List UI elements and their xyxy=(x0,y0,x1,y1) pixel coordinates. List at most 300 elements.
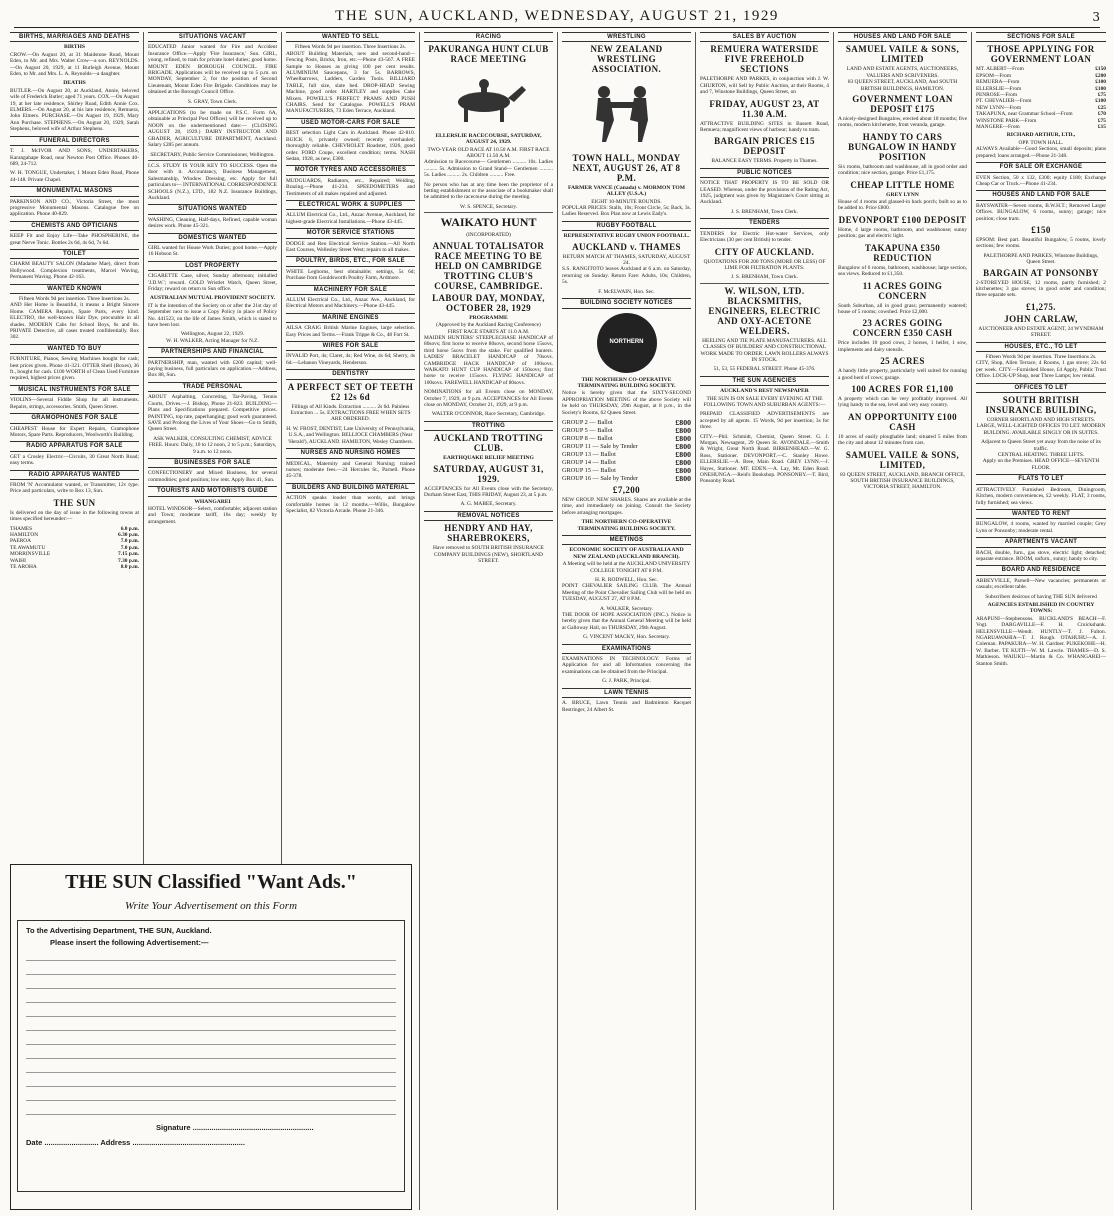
appropriation-notice: Notice is hereby given that the SIXTY-SECOND APPROPRIATION MEETING of the above Society will be held on THURSDAY, 29th August, at 8 p.m., in the Society's Rooms, 62 Queen Street. xyxy=(562,390,691,416)
form-address-line: To the Advertising Department, THE SUN, Auckland. xyxy=(26,926,212,935)
builders-ad: ACTION speaks louder than words, and brings comfortable homes in 12 months.—Willis, Bungalow Specialist, 82 Victoria Arcade. Phone 21-346. xyxy=(286,495,415,514)
list-item xyxy=(562,451,691,459)
item-label: REMUERA—From xyxy=(976,79,1020,86)
programme-heading: PROGRAMME xyxy=(469,314,508,321)
ponsonby-price: £1,275. xyxy=(1026,301,1056,312)
waikato-incorporated: (INCORPORATED) xyxy=(466,232,511,239)
listing-text: Price includes 10 good cows, 2 horses, 1 heifer, 1 sow, implements and dairy utensils. xyxy=(838,340,967,353)
form-write-line[interactable] xyxy=(26,1045,396,1059)
new-group-notice: NEW GROUP. NEW SHARES. Shares are available at the time, and immediately on joining. Consult the Society before arranging mortgages. xyxy=(562,496,691,516)
lost-property-ads: CIGARETTE Case, silver, Sunday afternoon; initialled 'J.D.W.'; reward. GOLD Wristlet Watch, Queen Street, Friday; reward on return to Sun office. xyxy=(148,273,277,292)
item-value: 6.30 p.m. xyxy=(118,531,139,538)
classified-order-form xyxy=(10,864,412,1210)
northern-society-emblem xyxy=(597,313,657,373)
item-label: GROUP 2 — Ballot xyxy=(562,418,613,426)
signature: A. G. MABEE, Secretary. xyxy=(460,501,517,508)
hotel-ad: HOTEL WINDSOR—Select, comfortable; adjacent station and Town; moderate tariff, 16s day; weekly by arrangement. xyxy=(148,505,277,525)
form-write-line[interactable] xyxy=(26,1101,396,1115)
section-heading: USED MOTOR-CARS FOR SALE xyxy=(286,118,415,128)
item-value: £800 xyxy=(675,417,691,427)
section-heading: WANTED TO BUY xyxy=(10,344,139,354)
sailing-club-notice: POINT CHEVALIER SAILING CLUB. The Annual Meeting of the Point Chevalier Sailing Club will be held on TUESDAY, AUGUST 27, AT 8 P.M. xyxy=(562,583,691,603)
form-write-line[interactable] xyxy=(26,1017,396,1031)
form-signature-field[interactable]: Signature .......................................................... xyxy=(156,1123,314,1132)
item-value: £15 xyxy=(1097,124,1106,131)
section-heading: POULTRY, BIRDS, ETC., FOR SALE xyxy=(286,256,415,266)
item-label: EPSOM—From xyxy=(976,72,1012,79)
amp-heading: AUSTRALIAN MUTUAL PROVIDENT SOCIETY. xyxy=(149,295,276,302)
section-heading: PARTNERSHIPS AND FINANCIAL xyxy=(148,347,277,357)
funeral-ad: T. J. McIVOR AND SONS, UNDERTAKERS, Karangahape Road, near Newton Post Office. Phones 40-689, 24-712. xyxy=(10,148,139,167)
section-heading: MARINE ENGINES xyxy=(286,313,415,323)
wilson-address: 51, 53, 55 FEDERAL STREET. Phone 45-376. xyxy=(713,366,816,373)
vaile-address: 83 QUEEN STREET, AUCKLAND, BRANCH OFFICE, SOUTH BRITISH INSURANCE BUILDINGS, VICTORIA STREET, HAMILTON. xyxy=(840,471,965,491)
form-instruction: Please insert the following Advertisement:— xyxy=(50,938,209,947)
item-value: £800 xyxy=(675,433,691,443)
examinations-notice: EXAMINATIONS IN TECHNOLOGY. Forms of Application for and all Information concerning the examinations can be obtained from the Principal. xyxy=(562,656,691,675)
listing-location: GREY LYNN xyxy=(886,191,919,198)
total-amount: £7,200 xyxy=(612,484,641,495)
section-heading: OFFICES TO LET xyxy=(976,383,1106,393)
item-label: GROUP 13 — Ballot xyxy=(562,450,616,458)
approved-note: (Approved by the Auckland Racing Conference) xyxy=(436,322,541,329)
section-heading: THE SUN AGENCIES xyxy=(700,376,829,386)
section-prices-list xyxy=(976,66,1106,130)
always-available-ad: ALWAYS Available—Good Sections, small deposits; plans prepared; loans arranged.—Phone 21-348. xyxy=(976,146,1106,159)
sbi-heading: SOUTH BRITISH INSURANCE BUILDING, xyxy=(985,395,1097,416)
form-write-line[interactable] xyxy=(26,961,396,975)
section-heading: WANTED KNOWN xyxy=(10,284,139,294)
sub-heading: WHANGAREI xyxy=(194,498,231,505)
monumental-ad: PARKINSON AND CO., Victoria Street, the most progressive Monumental Masons. Catalogue free on application. Phone 40-829. xyxy=(10,198,139,218)
address-label: Address xyxy=(100,1138,131,1147)
column-7 xyxy=(834,32,972,1210)
section-heading: TROTTING xyxy=(424,421,553,431)
sub-heading: DEATHS xyxy=(63,80,86,87)
signature: J. S. BRENHAM, Town Clerk. xyxy=(731,208,798,215)
section-heading: FUNERAL DIRECTORS xyxy=(10,136,139,146)
item-value: £800 xyxy=(675,473,691,483)
list-item xyxy=(10,564,139,570)
section-heading: RACING xyxy=(424,32,553,42)
signature: G. VINCENT MACKY, Hon. Secretary. xyxy=(583,634,670,641)
partnerships-ad: PARTNERSHIP, man, wanted with £200 capital; well-paying business, full particulars on application.—Address, Box 88, Sun. xyxy=(148,359,277,379)
date-label: Date xyxy=(26,1138,43,1147)
column-8 xyxy=(972,32,1110,1210)
listing-heading: GOVERNMENT LOAN DEPOSIT £175 xyxy=(852,94,953,115)
section-heading: HOUSES AND LAND FOR SALE xyxy=(976,190,1106,200)
auction-intro: PALETHORPE AND PARKES, in conjunction with J. W. CHURTON, will Sell by Public Auction, at their Rooms, 4 and 7, Winstone Buildings, Queen Street, on xyxy=(700,76,829,96)
country-agencies-heading: AGENCIES ESTABLISHED IN COUNTRY TOWNS: xyxy=(987,601,1095,615)
section-heading: BUILDING SOCIETY NOTICES xyxy=(562,298,691,308)
apartments-ads: BACH, double, furn., gas stove, electric light; detached; separate entrance. ROOM, unfurn., sunny; handy to city. xyxy=(976,549,1106,562)
trotting-club-heading: AUCKLAND TROTTING CLUB. xyxy=(433,433,544,454)
wrestling-bout: FARMER VANCE (Canada) v. MORMON TOM ALLEY (U.S.A.) xyxy=(568,184,685,198)
item-label: TAKAPUNA, near Grammar School—From xyxy=(976,111,1073,118)
wrestling-prices: POPULAR PRICES: Stalls, 10s; Front Circle, 5s; Back, 3s. Ladies Reserved. Box Plan now at Lewis Eady's. xyxy=(562,205,691,218)
item-value: 7.30 p.m. xyxy=(118,557,139,564)
form-write-line[interactable] xyxy=(26,1073,396,1087)
marine-ad: AILSA CRAIG British Marine Engines, large selection. Easy Prices and Terms.—Frank Trippe & Co., 48 Fort St. xyxy=(286,325,415,338)
section-heading: LOST PROPERTY xyxy=(148,261,277,271)
admission-notice: No person who has at any time been the proprietor of a betting establishment or the associate of a bookmaker shall be admitted to the racecourse during the meeting. xyxy=(424,181,553,201)
ask-walker-ad: ASK WALKER, CONSULTING CHEMIST, ADVICE FREE. Hours: Daily, 10 to 12 noon, 2 to 5 p.m.; Saturdays, 9 a.m. to 12 noon. xyxy=(148,435,277,455)
board-ad: ABBEYVILLE, Parnell—New vacancies; permanents or casuals; excellent table. xyxy=(976,577,1106,591)
masthead xyxy=(14,6,1100,28)
wines-ad: INVALID Port, 4s; Claret, 4s; Red Wine, 4s 6d; Sherry, 4s 6d.—Lebanon Vineyards, Henderson. xyxy=(286,353,415,366)
masthead-title: THE SUN, AUCKLAND, WEDNESDAY, AUGUST 21, 1929 xyxy=(335,8,779,24)
item-label: WINSTONE PARK—From xyxy=(976,117,1037,124)
item-label: NEW LYNN—From xyxy=(976,104,1022,111)
item-value: £800 xyxy=(675,425,691,435)
item-label: MT. ALBERT—From xyxy=(976,66,1024,73)
amp-date: Wellington, August 22, 1929. xyxy=(180,331,245,338)
radio-wanted-ad: FROM 'N' Accumulator wanted, or Transmitter, 12v type. Price and particulars, write to Box 13, Sun. xyxy=(10,481,139,495)
item-label: GROUP 11 — Sale by Tender xyxy=(562,442,638,450)
form-date-address-field[interactable]: Date .......................... Address ...................................................... xyxy=(26,1138,245,1147)
sun-on-sale: THE SUN IS ON SALE EVERY EVENING AT THE FOLLOWING TOWN AND SUBURBAN AGENTS:— xyxy=(703,395,826,408)
race-times: TWO-YEAR OLD RACE AT 10.50 A.M. FIRST RACE ABOUT 11.50 A.M. xyxy=(427,146,550,160)
epsom-ad: EPSOM: Best part. Beautiful Bungalow, 5 rooms, lovely sections; few rooms. xyxy=(976,236,1106,250)
wrestlers-illustration xyxy=(562,80,682,144)
race-programme: MAIDEN HUNTERS' STEEPLECHASE HANDICAP of 80sovs; first horse to receive 80sovs, second horse 15sovs, third horse 5sovs from the stake. For qualified hunters. LADIES' BRACELET HANDICAP of 70sovs. CAMBRIDGE HACK HANDICAP of 100sovs. WAIKATO HUNT CUP HANDICAP of 150sovs; first horse to receive 115sovs. FLYING HANDICAP of 100sovs. FAREWELL HANDICAP of 80sovs. xyxy=(424,334,553,386)
section-heading: WIRES FOR SALE xyxy=(286,341,415,351)
best-newspaper: AUCKLAND'S BEST NEWSPAPER xyxy=(720,388,809,395)
item-value: £800 xyxy=(675,465,691,475)
item-value: 8.0 p.m. xyxy=(120,564,139,570)
list-item xyxy=(562,443,691,451)
item-value: 7.15 p.m. xyxy=(118,551,139,558)
item-value: £100 xyxy=(1095,85,1106,92)
signature: WALTER O'CONNOR, Race Secretary, Cambridge. xyxy=(431,411,546,418)
rugby-date: RETURN MATCH AT THAMES, SATURDAY, AUGUST 24. xyxy=(562,253,691,267)
vaile-address: 83 QUEEN STREET, AUCKLAND, And SOUTH BRITISH BUILDINGS, HAMILTON. xyxy=(847,79,958,92)
tyres-ads: MUDGUARDS, Radiators, etc., Repaired; Welding, Brazing.—Phone 41-234. SPEEDOMETERS and Testimeters of all makes repaired and adjusted. xyxy=(286,177,415,197)
agent-name: PALETHORPE AND PARKES, Winstone Buildings, Queen Street. xyxy=(983,252,1099,266)
amp-notice: IT is the intention of the Society on or after the 21st day of September next to issue a Copy Policy in place of Policy No. 441523, on the life of James Smith, which is stated to have been lost. xyxy=(148,302,277,329)
offices-apply: Apply on the Premises. HEAD OFFICE—SEVENTH FLOOR. xyxy=(982,458,1100,471)
form-write-line[interactable] xyxy=(26,1059,396,1073)
section-heading: TENDERS xyxy=(700,218,829,228)
listing-text: Bungalow of 6 rooms, bathroom, washhouse; large section, sea views. Reduced to £1,350. xyxy=(838,264,967,278)
section-heading: LAWN TENNIS xyxy=(562,688,691,698)
removal-notice: Have removed to SOUTH BRITISH INSURANCE COMPANY BUILDINGS (NEW), SHORTLAND STREET. xyxy=(433,545,544,565)
signature: SECRETARY, Public Service Commissioner, Wellington. xyxy=(150,151,275,158)
listing-heading: 11 ACRES GOING CONCERN xyxy=(862,280,943,301)
list-item xyxy=(562,459,691,467)
nominations-notice: NOMINATIONS for all Events close on MONDAY, October 7, 1929, at 9 p.m. ACCEPTANCES for All Events close on MONDAY, October 21, 1929, at 9 p.m. xyxy=(424,389,553,408)
section-heading: SECTIONS FOR SALE xyxy=(976,32,1106,42)
signature: H. R. RODWELL, Hon. Sec. xyxy=(594,577,659,583)
listing-heading: 25 ACRES xyxy=(880,356,925,367)
door-of-hope-notice: THE DOOR OF HOPE ASSOCIATION (INC.). Notice is hereby given that the Annual General Meeting will be held at Galloway Hall, on THURSDAY, 29th August. xyxy=(562,612,691,631)
house-ads: BAYSWATER—Seven rooms, B.W.H.T.; Removed Larger Offices. BUNGALOW, 6 rooms, sunny; garage; nice position; close tram. xyxy=(976,202,1106,222)
item-label: GROUP 5 — Ballot xyxy=(562,426,613,434)
northern-society-heading: THE NORTHERN CO-OPERATIVE TERMINATING BUILDING SOCIETY. xyxy=(577,519,676,532)
situations-wanted-ad: WASHING, Cleaning, Half-days, Refined, capable woman desires work. Phone 45-321. xyxy=(148,216,277,230)
item-label: GROUP 16 — Sale by Tender xyxy=(562,474,638,482)
list-item xyxy=(562,427,691,435)
waikato-heading: WAIKATO HUNT xyxy=(440,215,537,230)
auction-date: FRIDAY, AUGUST 23, AT 11.30 A.M. xyxy=(709,98,820,119)
item-value: £70 xyxy=(1097,111,1106,118)
rugby-heading: REPRESENTATIVE RUGBY UNION FOOTBALL. xyxy=(563,233,690,240)
steamer-notice: S.S. RANGITOTO leaves Auckland at 6 a.m. on Saturday, returning on Sunday. Return Fare: Adults, 10s; Children, 5s. xyxy=(562,266,691,286)
divider xyxy=(424,212,553,213)
listing-heading: 100 ACRES FOR £1,100 xyxy=(851,383,954,394)
item-label: MANGERE—From xyxy=(976,124,1020,131)
section-heading: SITUATIONS VACANT xyxy=(148,32,277,42)
ponsonby-text: 2-STOREYED HOUSE, 12 rooms, partly furnished; 2 kitchenettes; 3 gas stoves; in good order and condition; three separate sets. xyxy=(976,279,1106,299)
rugby-match: AUCKLAND v. THAMES xyxy=(572,241,681,252)
signature: J. S. BRENHAM, Town Clerk. xyxy=(731,274,798,281)
section-heading: FLATS TO LET xyxy=(976,474,1106,484)
domestics-ad: GIRL wanted for House Work Duties; good home.—Apply 16 Hobson St. xyxy=(148,244,277,258)
ponsonby-heading: BARGAIN AT PONSONBY xyxy=(983,267,1099,278)
musical-ad: VIOLINS—Several Fiddle Shop for all instruments. Repairs, strings, accessories. Smith, Queen Street. xyxy=(10,397,139,410)
public-service-notice: APPLICATIONS (to be made on P.S.C. Form 6A, obtainable at Principal Post Offices) will be received up to NOON on the undermentioned date:— (CLOSING AUGUST 28, 1929.) DAIRY INSTRUCTOR AND GRADER, AGRICULTURE DEPARTMENT, Auckland. Salary £285 per annum. xyxy=(148,110,277,149)
price-heading: £150 xyxy=(1031,224,1051,235)
page-number: 3 xyxy=(1092,9,1100,24)
item-value: £150 xyxy=(1095,66,1106,73)
section-heading: REMOVAL NOTICES xyxy=(424,511,553,521)
listing-heading: 23 ACRES GOING CONCERN £350 CASH xyxy=(852,318,953,339)
divider xyxy=(148,160,277,161)
section-heading: PUBLIC NOTICES xyxy=(700,168,829,178)
section-heading: WANTED TO RENT xyxy=(976,509,1106,519)
signature: A. WALKER, Secretary. xyxy=(600,605,653,612)
ics-ad: I.C.S. STUDY IS YOUR KEY TO SUCCESS. Open the door with it. Accountancy, Business Management, Salesmanship, Window Dressing, etc. Apply for full particulars to— INTERNATIONAL CORRESPONDENCE SCHOOLS (N.Z.), LTD., 182 N.Z. Insurance Buildings, Auckland. xyxy=(148,162,278,201)
lime-quotations: QUOTATIONS FOR 200 TONS (MORE OR LESS) OF LIME FOR FILTRATION PLANTS. xyxy=(703,258,826,271)
section-heading: RADIO APPARATUS WANTED xyxy=(10,470,139,480)
column-4 xyxy=(420,32,558,1210)
item-label: ELLERSLIE—From xyxy=(976,85,1022,92)
signature: G. J. PARK, Principal. xyxy=(602,678,651,685)
listing-text: 10 acres of easily ploughable land; situated 5 miles from the city and about 12 minutes from cars. xyxy=(838,433,967,447)
section-heading: SITUATIONS WANTED xyxy=(148,204,277,214)
sbi-corner: CORNER SHORTLAND AND HIGH STREETS. xyxy=(986,417,1096,424)
item-label: GROUP 15 — Ballot xyxy=(562,466,616,474)
item-value: 7.0 p.m. xyxy=(120,538,139,545)
admission-prices: Admission to Racecourse— Gentlemen .......... 10s. Ladies .......... 5s. Admission to Grand Stand— Gentlemen .......... 5s. Ladies .......... 2s. Children .......... Free. xyxy=(424,159,553,179)
toilet-ad: CHARM BEAUTY SALON (Madame Mae), direct from Hollywood. Complexion treatments, Marcel Waving, Permanent Waving. Phone 42-163. xyxy=(10,261,139,281)
flats-ads: ATTRACTIVELY Furnished Bedroom, Diningroom, Kitchen, modern conveniences, £2 weekly. FLAT, 3 rooms, fully furnished; sea views. xyxy=(976,486,1106,506)
earthquake-meeting: EARTHQUAKE RELIEF MEETING xyxy=(443,455,534,462)
dentistry-prices: Fillings of All Kinds. Extraction .......... 2s 6d. Painless Extraction ... 5s. EXTRACTIONS FREE WHEN SETS ARE ORDERED. xyxy=(290,403,411,423)
signature: S. GRAY, Town Clerk. xyxy=(187,98,238,105)
section-heading: BUILDERS AND BUILDING MATERIAL xyxy=(286,483,415,493)
section-heading: CHEMISTS AND OPTICIANS xyxy=(10,221,139,231)
section-heading: MOTOR TYRES AND ACCESSORIES xyxy=(286,165,415,175)
divider xyxy=(148,107,277,108)
form-write-line[interactable] xyxy=(26,947,396,961)
listing-text: Home, 4 large rooms, bathroom, and washhouse; sunny position; gas and electric light. xyxy=(838,226,967,240)
list-item xyxy=(562,467,691,475)
item-value: £75 xyxy=(1097,117,1106,124)
vaile-heading: SAMUEL VAILE & SONS, LIMITED, xyxy=(845,449,960,470)
form-blank-lines xyxy=(26,947,396,1115)
section-heading: GRAMOPHONES FOR SALE xyxy=(10,413,139,423)
remuera-sections-heading: REMUERA WATERSIDE FIVE FREEHOLD SECTIONS xyxy=(710,44,819,75)
item-label: TE AWAMUTU xyxy=(10,544,46,551)
section-heading: MOTOR SERVICE STATIONS xyxy=(286,228,415,238)
delivery-towns-list xyxy=(10,526,139,571)
trade-personal-ads: ABOUT Asphalting, Concreting, Tar-Paving, Tennis Courts, Drives.—J. Bishop, Phone 21-823. BUILDING—Plans and Specifications prepared. Competitive prices. PAINTING, top rate, paperhanging; good work guaranteed. SAVE and Prolong the Lives of Your Shoes—Go to Smith, Queen Street. xyxy=(148,394,277,433)
machinery-ad: ALLUM Electrical Co., Ltd., Anzac Ave., Auckland, for Electrical Motors and Machinery.—Phone 43-445. xyxy=(286,297,415,310)
list-item xyxy=(562,475,691,483)
signature-label: Signature xyxy=(156,1123,191,1132)
signature: W. S. SPENCE, Secretary. xyxy=(459,203,518,210)
listing-heading: DEVONPORT £100 DEPOSIT xyxy=(838,214,967,225)
form-write-line[interactable] xyxy=(26,1003,396,1017)
section-heading: BOARD AND RESIDENCE xyxy=(976,565,1106,575)
item-label: PAEROA xyxy=(10,538,32,545)
business-ad: CONFECTIONERY and Mixed Business, for several commodities; good position; low rent. Apply Box 41, Sun. xyxy=(148,470,277,483)
group-ballot-list xyxy=(562,419,691,483)
chemists-ad: KEEP Fit and Enjoy Life—Take PHOSPHERINE, the great Nerve Tonic. Bottles 2s 6d, 4s 6d, 7s 6d. xyxy=(10,233,139,246)
vaile-description: LAND AND ESTATE AGENTS, AUCTIONEERS, VALUERS AND SCRIVENERS. xyxy=(846,66,959,79)
emblem-label: NORTHERN xyxy=(609,339,644,346)
service-station-ad: DODGE and Reo Electrical Service Station.—All North East Courses, Wellesley Street West; repairs to all makes. xyxy=(286,240,415,253)
pakuranga-heading: PAKURANGA HUNT CLUB RACE MEETING xyxy=(428,44,549,65)
hendry-hay-heading: HENDRY AND HAY, SHAREBROKERS, xyxy=(444,523,533,544)
city-auckland-heading: CITY OF AUCKLAND. xyxy=(714,246,815,257)
divider xyxy=(700,283,829,284)
item-value: £800 xyxy=(675,457,691,467)
form-write-line[interactable] xyxy=(26,1031,396,1045)
listing-text: Six rooms, bathroom and washhouse, all in good order and condition; nice section, garage. Price £1,175. xyxy=(838,163,967,177)
section-heading: DENTISTRY xyxy=(286,369,415,379)
section-heading: RUGBY FOOTBALL xyxy=(562,221,691,231)
form-write-line[interactable] xyxy=(26,989,396,1003)
item-value: 6.0 p.m. xyxy=(120,525,139,532)
form-write-line[interactable] xyxy=(26,1087,396,1101)
richard-arthur-address: OPP. TOWN HALL. xyxy=(1018,139,1064,146)
item-value: £100 xyxy=(1095,98,1106,105)
nursing-ad: MEDICAL, Maternity and General Nursing; trained nurses; moderate fees.—24 Hercules St., Parnell. Phone 45-378. xyxy=(286,460,415,480)
property-notice: NOTICE THAT PROPERTY IS TO BE SOLD OR LEASED. Whereas, under the provisions of the Rating Act, 1925, judgment was given by Magistrate's Court sitting at Auckland. xyxy=(700,180,829,206)
radio-parts-ad: GET a Crosley Electric—Circuits, 30 Great North Road; easy terms. xyxy=(10,453,139,467)
perfect-set-heading: A PERFECT SET OF TEETH £2 12s 6d xyxy=(287,381,414,402)
item-label: THAMES xyxy=(10,525,33,532)
electrical-ad: ALLUM Electrical Co., Ltd., Anzac Avenue, Auckland, for highest-grade Electrical Installations.—Phone 43-445. xyxy=(286,212,415,225)
item-value: £800 xyxy=(675,449,691,459)
item-value: £100 xyxy=(1095,79,1106,86)
item-value: £800 xyxy=(675,441,691,451)
sun-delivery-heading: THE SUN xyxy=(53,497,96,508)
venue-date: ELLERSLIE RACECOURSE, SATURDAY, AUGUST 24, 1929. xyxy=(435,132,542,146)
wanted-known-ads: AND Her Home is Beautiful, it means a Bright Sincere Home. CAMERA Repairs, Spare Parts, every kind. ELECTRO, the well-known Hair Dye, procurable in all shades. MODERN Cabs for School Boys, 6s and 8s. PRIVATE Detective, all cases treated confidentially. Box 302. xyxy=(10,302,139,341)
list-item xyxy=(562,419,691,427)
section-heading: MONUMENTAL MASONS xyxy=(10,186,139,196)
section-heading: MUSICAL INSTRUMENTS FOR SALE xyxy=(10,385,139,395)
section-heading: MACHINERY FOR SALE xyxy=(286,285,415,295)
listing-text: A handy little property, particularly well suited for running a good herd of cows; garage. xyxy=(838,368,967,381)
listing-heading: AN OPPORTUNITY £100 CASH xyxy=(848,411,957,432)
section-heading: MEETINGS xyxy=(562,535,691,545)
item-label: HAMILTON xyxy=(10,531,39,538)
rate-note: Fifteen Words 9d per insertion. Three Insertions 2s. xyxy=(985,354,1097,360)
motor-car-ads: BEST selection Light Cars in Auckland. Phone 42-810. BUICK 6, privately owned; recently overhauled; thoroughly reliable. CHEVROLET Roadster, 1926, good order. FORD Coupe, excellent condition; terms. NASH Sedan, 1928, as new, £300. xyxy=(286,130,415,162)
section-heading: HOUSES, ETC., TO LET xyxy=(976,342,1106,352)
funeral-ad: W. H. TONGUE, Undertaker, 1 Mount Eden Road, Phone 44-148. Private Chapel. xyxy=(10,170,139,183)
trotting-date: SATURDAY, AUGUST 31, 1929. xyxy=(433,463,544,484)
wanted-sell-ads: ABOUT Building Materials, new and second-hand—Fencing Posts, Bricks, Iron, etc.—Phone 43-567. A FREE Sample to Houses as giving 100 per cent results. ALUMINIUM Saucepans, 3 for 5s. BARROWS, Wheelbarrows, Ladders, Garden Tools. BILLIARD TABLE, full size, slate bed. DROP-HEAD Sewing Machine, good order. HARTLEY and supplies Cake Mixers. POWELL'S PERFECT PRAMS AND PUSH CHAIRS. Send for Catalogue. POWELL'S PRAM MANUFACTURERS, 73 Eden Terrace, Auckland. xyxy=(286,50,415,115)
classified-subtitle: Write Your Advertisement on this Form xyxy=(124,900,298,912)
wanted-buy-ads: FURNITURE, Pianos, Sewing Machines bought for cash; best prices given. Phone 41-321. OTTER Shell (Boxes), 36 ft., bought for cash. £100 WORTH of Clean Used Furniture required, highest prices given. xyxy=(10,356,139,382)
sun-delivery-note: Is delivered on the day of issue in the following towns at times specified hereunder:— xyxy=(10,509,139,523)
carlaw-address: AUCTIONEER AND ESTATE AGENT, 24 WYNDHAM STREET. xyxy=(978,325,1104,339)
section-heading: WANTED TO SELL xyxy=(286,32,415,42)
annual-meeting-heading: ANNUAL TOTALISATOR RACE MEETING TO BE HELD ON CAMBRIDGE TROTTING CLUB'S COURSE, CAMBRIDGE. xyxy=(432,240,545,291)
wilson-services: HEELING AND TIE PLATE MANUFACTURERS. ALL CLASSES OF BUILDERS' AND CONSTRUCTIONAL WORK MADE TO ORDER. LAWN ROLLERS ALWAYS IN STOCK. xyxy=(700,337,829,363)
item-label: GROUP 14 — Ballot xyxy=(562,458,616,466)
rent-ad: BUNGALOW, 4 rooms, wanted by married couple; Grey Lynn or Ponsonby; moderate rental. xyxy=(976,521,1106,534)
economic-society-heading: ECONOMIC SOCIETY OF AUSTRALIA AND NEW ZEALAND (AUCKLAND BRANCH). xyxy=(569,547,684,560)
listing-text: South Suburban, all in good grass; permanently watered; house of 5 rooms; cowshed. Price £2,000. xyxy=(838,302,967,315)
trotting-acceptances: ACCEPTANCES for All Events close with the Secretary, Durham Street East, THIS FRIDAY, August 23, at 5 p.m. xyxy=(424,485,553,498)
item-label: WAIHI xyxy=(10,557,26,564)
wilson-heading: W. WILSON, LTD. BLACKSMITHS, ENGINEERS, ELECTRIC AND OXY-ACETONE WELDERS. xyxy=(708,285,821,336)
classified-form-box xyxy=(17,920,405,1192)
poultry-ad: WHITE Leghorns, best obtainable; settings, 5s 6d; Purchase from Gouldsworth Poultry Farm, Ardmore. xyxy=(286,268,415,282)
rate-note: Fifteen Words 9d per insertion. Three Insertions 2s. xyxy=(295,44,406,51)
gramophones-ad: CHEAPEST House for Expert Repairs, Gramophone Motors, Spare Parts. Reproducers, Woolworth's Building. xyxy=(10,425,139,438)
prepaid-notice: PREPAID CLASSIFIED ADVERTISEMENTS are accepted by all agents. 15 Words, 9d per insertion; 3s for three. xyxy=(700,411,829,431)
section-heading: BIRTHS, MARRIAGES AND DEATHS xyxy=(10,32,139,42)
tennis-ad: A. BRUCE, Lawn Tennis and Badminton Racquet Restringer, 24 Albert St. xyxy=(562,700,691,713)
exchange-ad: EVEN Section, 50 x 132, £300; equity £180; Exchange Cheap Car or Truck.—Phone 41-234. xyxy=(976,174,1106,187)
carlaw-heading: JOHN CARLAW, xyxy=(1004,313,1078,324)
section-heading: RADIO APPARATUS FOR SALE xyxy=(10,441,139,451)
rate-note: Fifteen Words 9d per insertion. Three Insertions 2s. xyxy=(19,296,130,302)
agents-list: CITY.—Phil. Schmidt, Chemist, Queen Street. G. J. Morgan, Newsagent, 29 Queen St. AVONDALE.—Smith & Wright, Great North Road. BIRKENHEAD.—W. G. Ross, Stationer. DEVONPORT.—C. Stanley Howe. ELLERSLIE.—A. Bree, Main Road. GREY LYNN.—J. Hayes, Stationer. MT. EDEN.—A. Lay, Mt. Eden Road. ONEHUNGA.—Reid's Bookshop. PONSONBY.—T. Bird, Ponsonby Road. xyxy=(700,433,829,485)
govt-loan-heading: THOSE APPLYING FOR GOVERNMENT LOAN xyxy=(987,44,1095,65)
town-hall-date: TOWN HALL, MONDAY NEXT, AUGUST 26, AT 8 P.M. xyxy=(572,152,681,183)
column-6 xyxy=(696,32,834,1210)
item-label: PT. CHEVALIER—From xyxy=(976,98,1032,105)
list-item xyxy=(976,124,1106,130)
northern-society-heading: THE NORTHERN CO-OPERATIVE TERMINATING BUILDING SOCIETY. xyxy=(577,376,676,389)
item-value: £200 xyxy=(1095,72,1106,79)
country-agencies: ARAPUNI—Stephensons. BUCKLAND'S BEACH—F. Vogt. DARGAVILLE—F. H. Cruickshank. HELENSVILLE—Wendt. HUNTLY—T. J. Fulton. NGARUAWAHIA—T. J. Rough. OTAHUHU—A. J. Coleman. PAPAKURA—W. H. Gardner. PUKEKOHE—H. W. Barber. TE KUITI—W. M. Lawrie. THAMES—D. S. Mathieson. WAIUKU—Martin & Co. WHANGAREI—Stanton Smith. xyxy=(976,615,1106,667)
section-heading: TOURISTS AND MOTORISTS GUIDE xyxy=(148,486,277,496)
item-value: £75 xyxy=(1097,92,1106,99)
bargain-prices: BARGAIN PRICES £15 DEPOSIT xyxy=(714,136,815,157)
first-race: FIRST RACE STARTS AT 11.0 A.M. xyxy=(447,328,530,335)
form-write-line[interactable] xyxy=(26,975,396,989)
offices-description: LARGE, WELL-LIGHTED OFFICES TO LET. MODERN BUILDING. AVAILABLE SINGLY OR IN SUITES. xyxy=(976,423,1106,436)
section-heading: SALES BY AUCTION xyxy=(700,32,829,42)
listing-heading: TAKAPUNA £350 REDUCTION xyxy=(864,242,941,263)
section-heading: NURSES AND NURSING HOMES xyxy=(286,448,415,458)
classified-title: THE SUN Classified "Want Ads." xyxy=(65,871,357,893)
item-value: 7.0 p.m. xyxy=(120,544,139,551)
economic-meeting: A Meeting will be held at the AUCKLAND UNIVERSITY COLLEGE TONIGHT AT 8 P.M. xyxy=(562,561,691,574)
vaile-heading: SAMUEL VAILE & SONS, LIMITED xyxy=(845,44,960,65)
situations-vacant-ads: EDUCATED Junior wanted for Fire and Accident Insurance Office.—Apply 'Fire Insurance,' Sun. GIRL, young, refined, to train for private hotel duties; good home. MOUNT EDEN BOROUGH COUNCIL. FIRE BRIGADE. Applications will be received up to 5 p.m. on MONDAY, September 2, for the position of Second Lieutenant, Mount Eden Fire Brigade. Conditions may be obtained at the Borough Council Office. xyxy=(148,44,277,96)
section-heading: FOR SALE OR EXCHANGE xyxy=(976,162,1106,172)
section-heading: APARTMENTS VACANT xyxy=(976,537,1106,547)
listing-heading: HANDY TO CARS BUNGALOW IN HANDY POSITION xyxy=(848,131,957,162)
building-sites: ATTRACTIVE BUILDING SITES in Bassett Road, Remuera; magnificent views of harbour; handy to tram. xyxy=(700,120,829,134)
section-heading: ELECTRICAL WORK & SUPPLIES xyxy=(286,200,415,210)
rounds: EIGHT 10-MINUTE ROUNDS. xyxy=(591,198,662,205)
listing-text: A property which can be very profitably improved. All lying handy to the sea, level and very easy country. xyxy=(838,395,967,409)
labour-day-date: LABOUR DAY, MONDAY, OCTOBER 28, 1929 xyxy=(432,292,545,313)
listing-text: House of 4 rooms and glassed-in back porch; built so as to be added to. Price £800. xyxy=(838,199,967,212)
item-value: £25 xyxy=(1097,104,1106,111)
